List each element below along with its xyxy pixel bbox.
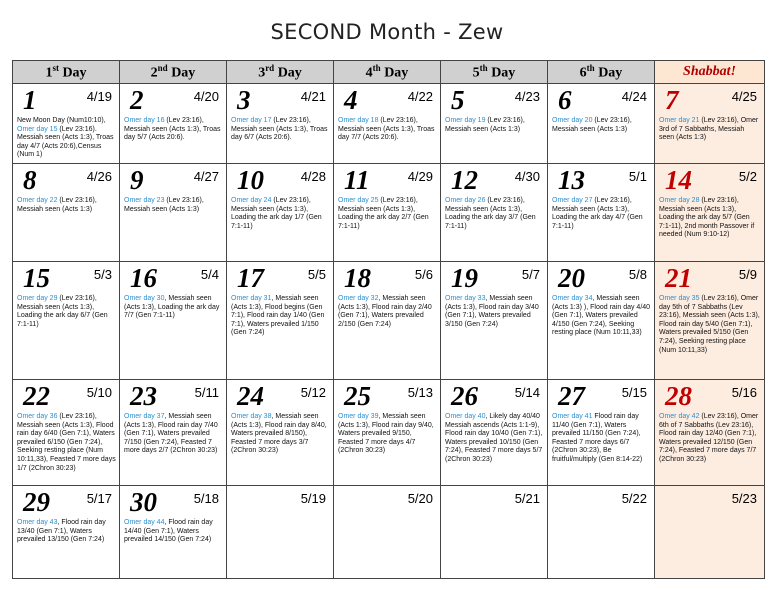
day-cell[interactable] [548,164,655,262]
day-notes [124,197,223,214]
day-notes [17,117,116,160]
day-number: 24 [237,381,264,411]
omer-count: Omer day 28 [659,197,700,204]
sabbath-day-cell[interactable] [655,262,765,380]
day-events: (Lev 23:16), Messiah seen (Acts 1:3), Troas day 5/7 (Acts 20:6). [124,117,221,142]
day-number: 21 [665,263,692,293]
day-notes [124,117,223,143]
day-events: , Messiah seen (Acts 1:3), Flood begins (Gen 7:1), Flood rain day 1/40 (Gen 7:1), Waters prevailed 1/150 (Gen 7:24) [231,295,325,337]
gregorian-date: 5/3 [93,267,112,282]
day-number: 2 [130,85,144,115]
day-cell[interactable] [334,380,441,486]
day-number: 11 [344,165,370,195]
day-number: 25 [344,381,371,411]
day-number: 22 [23,381,50,411]
day-cell[interactable] [227,380,334,486]
omer-count: Omer day 26 [445,197,486,204]
omer-count: Omer day 42 [659,413,700,420]
day-cell[interactable] [441,164,548,262]
day-events: (Lev 23:16), Messiah seen (Acts 1:3), Loading the ark day 6/7 (Gen 7:1-11) [17,295,108,328]
omer-count: Omer day 44 [124,519,165,526]
gregorian-date: 5/18 [193,491,219,506]
omer-count: Omer day 31 [231,295,272,302]
day-notes [231,413,330,456]
day-cell[interactable] [334,164,441,262]
day-cell[interactable] [227,84,334,164]
day-cell[interactable] [227,486,334,579]
day-cell[interactable] [441,84,548,164]
omer-count: Omer day 37 [124,413,165,420]
omer-count: Omer day 29 [17,295,58,302]
gregorian-date: 5/5 [307,267,326,282]
day-number: 12 [451,165,478,195]
day-cell[interactable] [548,262,655,380]
day-number: 29 [23,487,50,517]
calendar-title: SECOND Month - Zew [270,20,504,44]
omer-count: Omer day 36 [17,413,58,420]
omer-count: Omer day 22 [17,197,58,204]
gregorian-date: 5/7 [521,267,540,282]
day-number: 3 [237,85,251,115]
day-number: 27 [558,381,585,411]
omer-count: Omer day 43 [17,519,58,526]
gregorian-date: 5/21 [514,491,540,506]
week-row [13,380,765,486]
day-number: 18 [344,263,371,293]
omer-count: Omer day 16 [124,117,165,124]
gregorian-date: 5/19 [300,491,326,506]
day-notes [552,197,651,231]
day-events: (Lev 23:16), Messiah seen (Acts 1:3), Loading the ark day 3/7 (Gen 7:1-11) [445,197,536,230]
day-notes [17,295,116,329]
day-number: 19 [451,263,478,293]
weekday-header: 5th Day [441,61,548,84]
omer-count: Omer day 25 [338,197,379,204]
day-events: , Messiah seen (Acts 1:3), Flood rain day 9/40, Waters prevailed 9/150, Feasted 7 more days 4/7 (2Chron 30:23) [338,413,434,455]
gregorian-date: 5/9 [738,267,757,282]
omer-count: Omer day 27 [552,197,593,204]
gregorian-date: 4/25 [731,89,757,104]
omer-count: Omer day 24 [231,197,272,204]
day-events: , Messiah seen (Acts 1:3), Flood rain day 8/40, Waters prevailed 8/150), Feasted 7 more days 3/7 (2Chron 30:23) [231,413,327,455]
omer-count: Omer day 21 [659,117,700,124]
week-row [13,84,765,164]
day-cell[interactable] [120,84,227,164]
gregorian-date: 5/12 [300,385,326,400]
gregorian-date: 4/28 [300,169,326,184]
day-events: (Lev 23:16), Omer 6th of 7 Sabbaths (Lev 23:16), Flood rain day 12/40 (Gen 7:1), Waters prevailed 12/150 (Gen 7:24), Feasted 7 more days 7/7 (2Chron 30:23) [659,413,759,463]
day-notes [17,519,116,545]
day-events: , Messiah seen (Acts 1:3), Flood rain day 3/40 (Gen 7:1), Waters prevailed 3/150 (Gen 7:24) [445,295,539,328]
gregorian-date: 4/23 [514,89,540,104]
gregorian-date: 5/15 [621,385,647,400]
gregorian-date: 5/10 [86,385,112,400]
weekday-header: 6th Day [548,61,655,84]
day-events: (Lev 23:16), Messiah seen (Acts 1:3) [445,117,525,133]
day-number: 13 [558,165,585,195]
omer-count: Omer day 20 [552,117,593,124]
day-events: , Flood rain day 13/40 (Gen 7:1), Waters prevailed 13/150 (Gen 7:24) [17,519,106,544]
day-notes [445,295,544,329]
day-events: (Lev 23:16), Messiah seen (Acts 1:3), Troas day 6/7 (Acts 20:6). [231,117,328,142]
gregorian-date: 5/11 [194,385,219,400]
day-notes [659,413,761,465]
day-events: (Lev 23:16), Messiah seen (Acts 1:3) [552,117,632,133]
gregorian-date: 4/24 [621,89,647,104]
day-events: , Messiah seen (Acts 1:3), Flood rain day 7/40 (Gen 7:1), Waters prevailed 7/150 (Gen 7:24), Feasted 7 more days 2/7 (2Chron 30:23) [124,413,218,455]
gregorian-date: 4/22 [407,89,433,104]
day-notes [659,117,761,143]
day-cell[interactable] [334,486,441,579]
day-events: (Lev 23:16), Messiah seen (Acts 1:3), Flood rain day 6/40 (Gen 7:1), Waters prevailed 6/150 (Gen 7:24), Seeking resting place (Num 10:11,33), Feasted 7 more days 1/7 (2Chron 30:23) [17,413,116,472]
gregorian-date: 5/22 [621,491,647,506]
omer-count: Omer day 30 [124,295,165,302]
day-notes [124,413,223,456]
gregorian-date: 5/13 [407,385,433,400]
omer-count: Omer day 39 [338,413,379,420]
day-number: 30 [130,487,157,517]
weekday-header: 3rd Day [227,61,334,84]
day-notes [552,413,651,465]
day-notes [445,197,544,231]
day-events: (Lev 23:16), Messiah seen (Acts 1:3), Loading the ark day 2/7 (Gen 7:1-11) [338,197,429,230]
weekday-header: 4th Day [334,61,441,84]
day-notes [338,117,437,143]
gregorian-date: 5/17 [86,491,112,506]
calendar-grid [12,60,765,579]
day-number: 1 [23,85,37,115]
day-number: 10 [237,165,264,195]
day-events: (Lev 23:16), Messiah seen (Acts 1:3), Loading the ark day 5/7 (Gen 7:1-11), 2nd month Passover if needed (Num 9:10-12) [659,197,755,239]
day-notes [17,197,116,214]
gregorian-date: 5/16 [731,385,757,400]
omer-count: Omer day 40 [445,413,486,420]
gregorian-date: 5/20 [407,491,433,506]
week-row [13,164,765,262]
day-events: , Messiah seen (Acts 1:3) ), Flood rain day 4/40 (Gen 7:1), Waters prevailed 4/150 (Gen 7:24), Seeking resting place (Num 10:11,33) [552,295,651,337]
day-cell[interactable] [441,486,548,579]
day-notes [231,197,330,231]
day-events: New Moon Day (Num10:10), [17,117,106,124]
omer-count: Omer day 19 [445,117,486,124]
omer-count: Omer day 23 [124,197,165,204]
gregorian-date: 5/2 [738,169,757,184]
gregorian-date: 4/30 [514,169,540,184]
day-events: , Messiah seen (Acts 1:3), Loading the ark day 7/7 (Gen 7:1-11) [124,295,220,320]
day-notes [338,413,437,456]
day-cell[interactable] [548,84,655,164]
omer-count: Omer day 34 [552,295,593,302]
day-events: , Messiah seen (Acts 1:3), Flood rain day 2/40 (Gen 7:1), Waters prevailed 2/150 (Gen 7:24) [338,295,432,328]
day-events: (Lev 23:16), Messiah seen (Acts 1:3), Loading the ark day 1/7 (Gen 7:1-11) [231,197,322,230]
day-cell[interactable] [441,262,548,380]
gregorian-date: 5/23 [731,491,757,506]
sabbath-day-cell[interactable] [655,84,765,164]
day-events: (Lev 23:16), Omer 3rd of 7 Sabbaths, Messiah seen (Acts 1:3) [659,117,759,142]
day-number: 20 [558,263,585,293]
gregorian-date: 4/20 [193,89,219,104]
day-cell[interactable] [227,164,334,262]
day-number: 16 [130,263,157,293]
omer-count: Omer day 17 [231,117,272,124]
gregorian-date: 4/19 [86,89,112,104]
day-number: 28 [665,381,692,411]
sabbath-day-cell[interactable] [655,380,765,486]
day-notes [338,197,437,231]
day-notes [659,295,761,355]
day-notes [659,197,761,240]
day-events: (Lev 23:16), Messiah seen (Acts 1:3) [124,197,204,213]
gregorian-date: 4/27 [193,169,219,184]
week-row [13,262,765,380]
gregorian-date: 4/26 [86,169,112,184]
day-notes [552,117,651,134]
weekday-header: 1st Day [13,61,120,84]
day-number: 9 [130,165,144,195]
day-events: , Flood rain day 14/40 (Gen 7:1), Waters prevailed 14/150 (Gen 7:24) [124,519,213,544]
day-events: , Likely day 40/40 Messiah ascends (Acts 1:1-9), Flood rain day 10/40 (Gen 7:1), Waters prevailed 10/150 (Gen 7:24), Feasted 7 more days 5/7 (2Chron 30:23) [445,413,543,463]
day-cell[interactable] [548,486,655,579]
day-cell[interactable] [227,262,334,380]
weekday-header-row [13,61,765,84]
day-notes [17,413,116,473]
day-events: (Lev 23:16), Messiah seen (Acts 1:3) [17,197,97,213]
day-events: (Lev 23:16), Messiah seen (Acts 1:3), Troas day 7/7 (Acts 20:6). [338,117,435,142]
day-number: 7 [665,85,679,115]
day-number: 4 [344,85,358,115]
day-number: 17 [237,263,264,293]
day-notes [231,117,330,143]
day-number: 15 [23,263,50,293]
day-number: 14 [665,165,692,195]
day-events: (Lev 23:16), Omer day 5th of 7 Sabbaths (Lev 23:16), Messiah seen (Acts 1:3), Flood rain day 5/40 (Gen 7:1), Waters prevailed 5/150 (Gen 7:24), Seeking resting place (Num 10:11,33) [659,295,760,354]
day-notes [231,295,330,338]
gregorian-date: 5/1 [628,169,647,184]
day-cell[interactable] [120,262,227,380]
sabbath-header: Shabbat! [655,61,765,84]
gregorian-date: 5/8 [628,267,647,282]
day-events: (Lev 23:16). Messiah seen (Acts 1:3), Troas day 4/7 (Acts 20:6),Census (Num 1) [17,125,114,159]
omer-count: Omer day 41 [552,413,593,420]
day-cell[interactable] [13,486,120,579]
gregorian-date: 5/6 [414,267,433,282]
day-cell[interactable] [334,84,441,164]
day-cell[interactable] [548,380,655,486]
day-number: 8 [23,165,37,195]
day-number: 6 [558,85,572,115]
gregorian-date: 5/4 [200,267,219,282]
day-number: 26 [451,381,478,411]
day-notes [445,117,544,134]
gregorian-date: 4/29 [407,169,433,184]
day-notes [124,295,223,321]
day-notes [124,519,223,545]
day-notes [552,295,651,338]
omer-count: Omer day 33 [445,295,486,302]
day-cell[interactable] [13,84,120,164]
weekday-header: 2nd Day [120,61,227,84]
gregorian-date: 5/14 [514,385,540,400]
sabbath-day-cell[interactable] [655,164,765,262]
day-cell[interactable] [120,380,227,486]
sabbath-day-cell[interactable] [655,486,765,579]
gregorian-date: 4/21 [300,89,326,104]
omer-count: Omer day 18 [338,117,379,124]
day-events: (Lev 23:16), Messiah seen (Acts 1:3), Loading the ark day 4/7 (Gen 7:1-11) [552,197,643,230]
omer-count: Omer day 15 [17,125,58,133]
day-cell[interactable] [334,262,441,380]
week-row [13,486,765,579]
day-notes [445,413,544,465]
day-cell[interactable] [13,262,120,380]
omer-count: Omer day 32 [338,295,379,302]
day-cell[interactable] [13,164,120,262]
day-number: 23 [130,381,157,411]
day-cell[interactable] [120,164,227,262]
omer-count: Omer day 38 [231,413,272,420]
day-cell[interactable] [441,380,548,486]
day-cell[interactable] [13,380,120,486]
day-events: Flood rain day 11/40 (Gen 7:1), Waters prevailed 11/150 (Gen 7:24), Feasted 7 more days 6/7 (2Chron 30:23), Be fruitful/multiply (Gen 8:14-22) [552,413,643,463]
day-notes [338,295,437,329]
day-number: 5 [451,85,465,115]
omer-count: Omer day 35 [659,295,700,302]
day-cell[interactable] [120,486,227,579]
